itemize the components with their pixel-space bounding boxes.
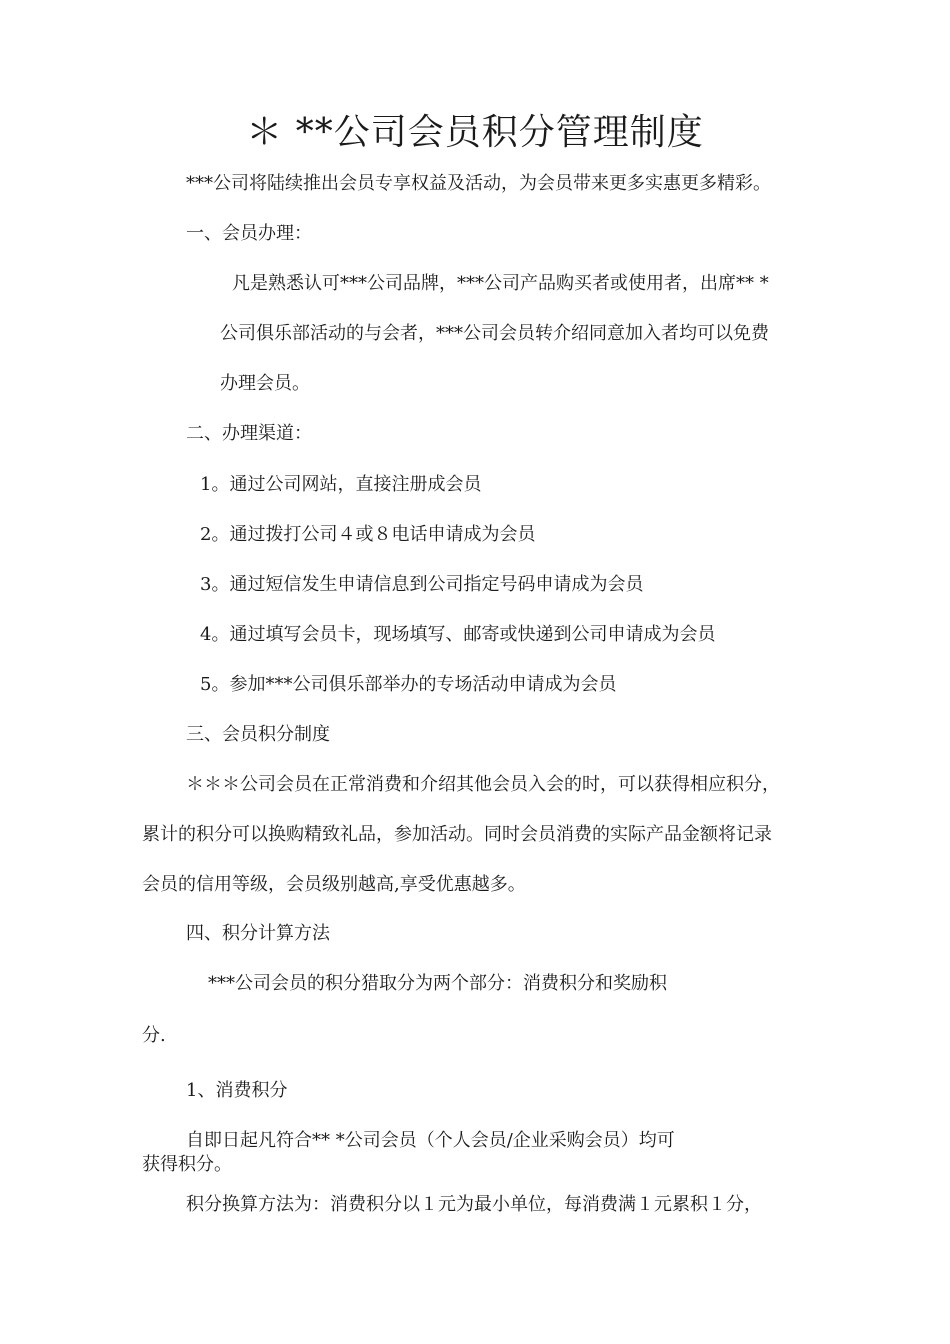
subheading-consumption-points: 1、消费积分: [186, 1080, 288, 1101]
consumption-line-3: 积分换算方法为：消费积分以１元为最小单位，每消费满１元累积１分，: [186, 1194, 762, 1215]
channel-item: 1。通过公司网站，直接注册成会员: [200, 474, 482, 495]
membership-text-line-2: 公司俱乐部活动的与会者，***公司会员转介绍同意加入者均可以免费: [220, 323, 769, 344]
calculation-line-2: 分.: [142, 1025, 166, 1046]
section-heading-calculation: 四、积分计算方法: [186, 923, 330, 944]
section-heading-membership: 一、会员办理：: [186, 223, 312, 244]
channel-item: 4。通过填写会员卡，现场填写、邮寄或快递到公司申请成为会员: [200, 624, 716, 645]
points-system-line-3: 会员的信用等级，会员级别越高,享受优惠越多。: [142, 874, 526, 895]
section-heading-channels: 二、办理渠道：: [186, 423, 312, 444]
channel-item: 2。通过拨打公司４或８电话申请成为会员: [200, 524, 536, 545]
channel-item: 5。参加***公司俱乐部举办的专场活动申请成为会员: [200, 674, 617, 695]
intro-paragraph: ***公司将陆续推出会员专享权益及活动，为会员带来更多实惠更多精彩。: [186, 173, 771, 194]
points-system-line-2: 累计的积分可以换购精致礼品，参加活动。同时会员消费的实际产品金额将记录: [142, 824, 772, 845]
membership-text-line-1: 凡是熟悉认可***公司品牌，***公司产品购买者或使用者，出席** *: [232, 273, 769, 294]
membership-text-line-3: 办理会员。: [220, 373, 310, 394]
channel-item: 3。通过短信发生申请信息到公司指定号码申请成为会员: [200, 574, 644, 595]
consumption-line-2: 获得积分。: [142, 1154, 232, 1175]
page-title: ＊ **公司会员积分管理制度: [246, 112, 704, 153]
consumption-line-1: 自即日起凡符合** *公司会员（个人会员/企业采购会员）均可: [186, 1130, 675, 1151]
points-system-line-1: ＊＊＊公司会员在正常消费和介绍其他会员入会的时，可以获得相应积分，: [186, 774, 780, 795]
calculation-line-1: ***公司会员的积分猎取分为两个部分：消费积分和奖励积: [208, 973, 667, 994]
section-heading-points-system: 三、会员积分制度: [186, 724, 330, 745]
